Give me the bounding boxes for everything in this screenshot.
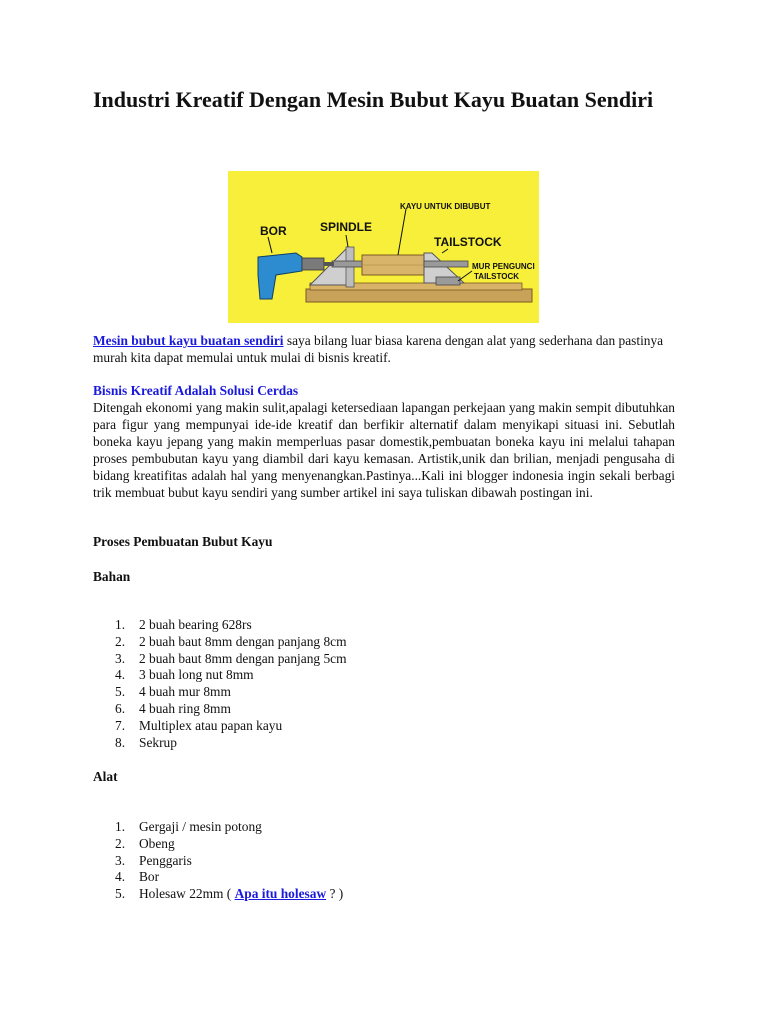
link-mesin-bubut[interactable]: Mesin bubut kayu buatan sendiri — [93, 333, 284, 348]
section-body-bisnis: Ditengah ekonomi yang makin sulit,apalagi ketersediaan lapangan perkejaan yang makin sempit dibutuhkan para figur yang mempunyai ide-ide kreatif dan berfikir alternatif dalam menyikapi situasi ini. Sebutlah boneka kayu jepang yang makin memperluas pasar domestik,pembuatan boneka kayu ini melalui tahapan proses pembubutan kayu yang diambil dari kayu kemasan. Artistik,unik dan brilian, menjadi pengusaha di bidang kreatifitas adalah hal yang menyenangkan.Pastinya...Kali ini blogger indonesia ingin sekali berbagi trik membuat bubut kayu sendiri yang sumber artikel ini saya tuliskan dibawah postingan ini. — [93, 400, 675, 500]
heading-bahan: Bahan — [93, 569, 131, 584]
page-title: Industri Kreatif Dengan Mesin Bubut Kayu Buatan Sendiri — [93, 87, 654, 112]
list-item: 5. Holesaw 22mm ( Apa itu holesaw ? ) — [115, 886, 344, 902]
tailstock-shaft — [424, 261, 468, 267]
list-item: 1. Gergaji / mesin potong — [115, 819, 262, 834]
list-item: 6. 4 buah ring 8mm — [115, 700, 231, 716]
heading-proses: Proses Pembuatan Bubut Kayu — [93, 534, 273, 549]
label-mur-line1: MUR PENGUNCI — [472, 262, 535, 271]
spindle-shaft — [332, 261, 364, 267]
list-item: 1. 2 buah bearing 628rs — [115, 617, 252, 632]
heading-alat: Alat — [93, 769, 118, 784]
intro-paragraph — [93, 332, 675, 366]
list-item: 2. Obeng — [115, 835, 175, 851]
section-heading-bisnis: Bisnis Kreatif Adalah Solusi Cerdas — [93, 383, 299, 398]
label-mur-line2: TAILSTOCK — [474, 272, 520, 281]
label-spindle: SPINDLE — [320, 220, 373, 234]
drill-chuck — [302, 258, 324, 270]
list-bahan — [93, 617, 347, 751]
label-tailstock: TAILSTOCK — [434, 235, 502, 249]
list-item: 3. Penggaris — [115, 852, 192, 868]
drill-bit — [324, 262, 334, 266]
list-item: 2. 2 buah baut 8mm dengan panjang 8cm — [115, 633, 347, 649]
list-item: 7. Multiplex atau papan kayu — [115, 717, 283, 733]
list-item: 4. Bor — [115, 869, 160, 885]
tailstock-lock-nut — [436, 277, 460, 285]
list-item: 5. 4 buah mur 8mm — [115, 684, 231, 700]
base-board — [306, 289, 532, 302]
intro-text: saya bilang luar biasa karena dengan alat yang sederhana dan pastinya murah kita dapat memulai untuk mulai di bisnis kreatif. — [93, 333, 664, 365]
link-apa-itu-holesaw[interactable]: Apa itu holesaw — [234, 886, 327, 902]
label-kayu: KAYU UNTUK DIBUBUT — [400, 202, 491, 211]
list-alat — [93, 819, 343, 903]
lathe-diagram-figure — [228, 171, 539, 323]
list-item: 4. 3 buah long nut 8mm — [115, 667, 254, 683]
list-item: 3. 2 buah baut 8mm dengan panjang 5cm — [115, 650, 347, 666]
list-item: 8. Sekrup — [115, 734, 177, 750]
label-bor: BOR — [260, 224, 287, 238]
